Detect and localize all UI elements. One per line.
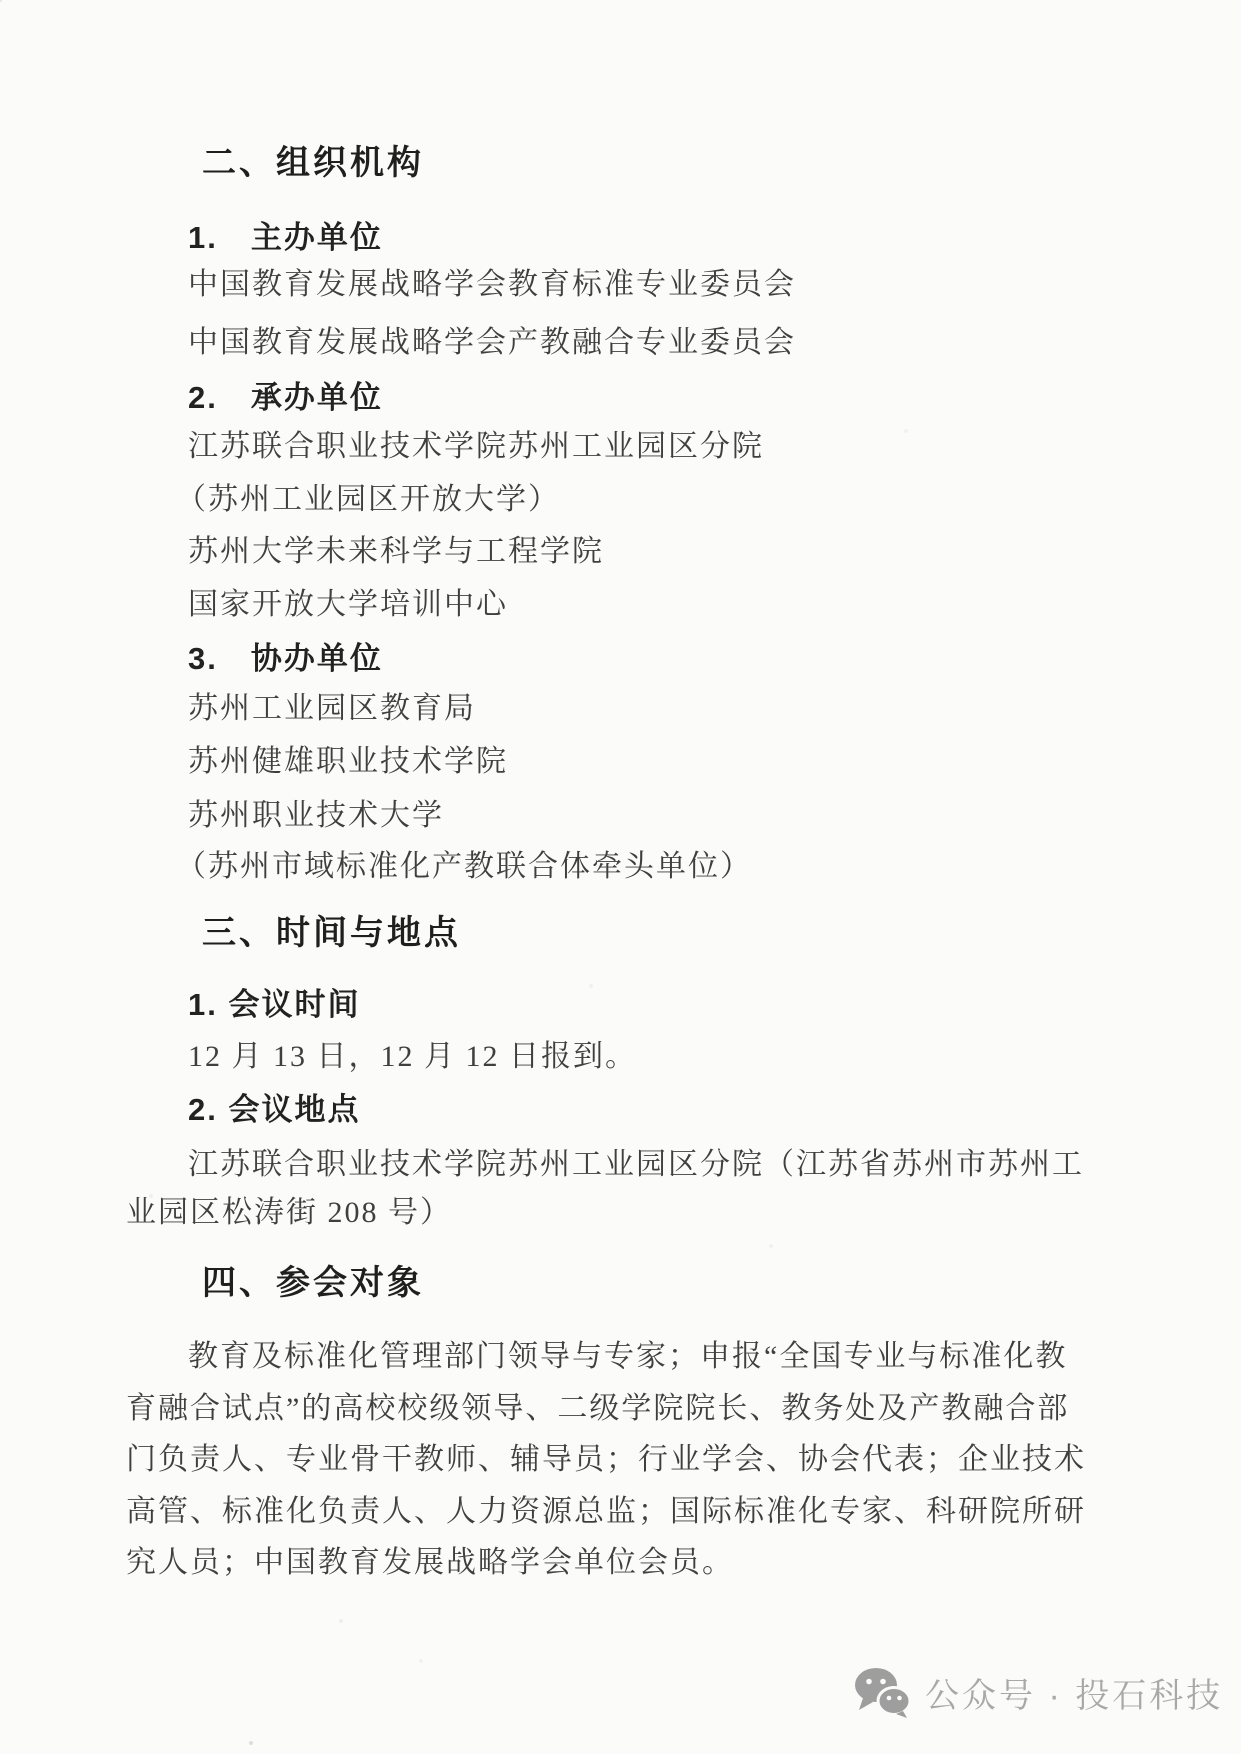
section-heading-organization: 二、组织机构: [202, 144, 424, 182]
organizer-unit-line: 国家开放大学培训中心: [188, 588, 508, 621]
participants-line: 育融合试点”的高校校级领导、二级学院院长、教务处及产教融合部: [126, 1392, 1070, 1425]
organizer-unit-line: 江苏联合职业技术学院苏州工业园区分院: [188, 430, 764, 463]
co-organizer-unit-line: 苏州工业园区教育局: [188, 692, 476, 725]
subheading-co-organizer-unit: 3. 协办单位: [188, 641, 383, 676]
subheading-host-unit: 1. 主办单位: [188, 220, 383, 255]
participants-line: 高管、标准化负责人、人力资源总监；国际标准化专家、科研院所研: [126, 1495, 1086, 1528]
watermark: [853, 1666, 1223, 1718]
co-organizer-unit-line: 苏州职业技术大学: [188, 799, 444, 832]
participants-line: 教育及标准化管理部门领导与专家；申报“全国专业与标准化教: [188, 1340, 1068, 1373]
meeting-time-value: 12 月 13 日，12 月 12 日报到。: [188, 1040, 637, 1073]
host-unit-line: 中国教育发展战略学会教育标准专业委员会: [188, 268, 796, 301]
watermark-text: 公众号 · 投石科技: [925, 1676, 1224, 1715]
wechat-icon: [853, 1666, 911, 1718]
meeting-place-line: 业园区松涛街 208 号）: [126, 1196, 452, 1229]
participants-line: 究人员；中国教育发展战略学会单位会员。: [126, 1546, 734, 1579]
subheading-meeting-place: 2. 会议地点: [188, 1092, 361, 1127]
subheading-meeting-time: 1. 会议时间: [188, 987, 361, 1022]
participants-line: 门负责人、专业骨干教师、辅导员；行业学会、协会代表；企业技术: [126, 1443, 1086, 1476]
section-heading-participants: 四、参会对象: [202, 1264, 424, 1302]
subheading-organizer-unit: 2. 承办单位: [188, 380, 383, 415]
organizer-unit-line: 苏州大学未来科学与工程学院: [188, 535, 604, 568]
meeting-place-line: 江苏联合职业技术学院苏州工业园区分院（江苏省苏州市苏州工: [188, 1148, 1084, 1181]
section-heading-time-place: 三、时间与地点: [202, 914, 461, 952]
host-unit-line: 中国教育发展战略学会产教融合专业委员会: [188, 326, 796, 359]
co-organizer-unit-line: 苏州健雄职业技术学院: [188, 745, 508, 778]
organizer-unit-line: （苏州工业园区开放大学）: [176, 483, 560, 516]
co-organizer-unit-line: （苏州市域标准化产教联合体牵头单位）: [176, 850, 752, 883]
